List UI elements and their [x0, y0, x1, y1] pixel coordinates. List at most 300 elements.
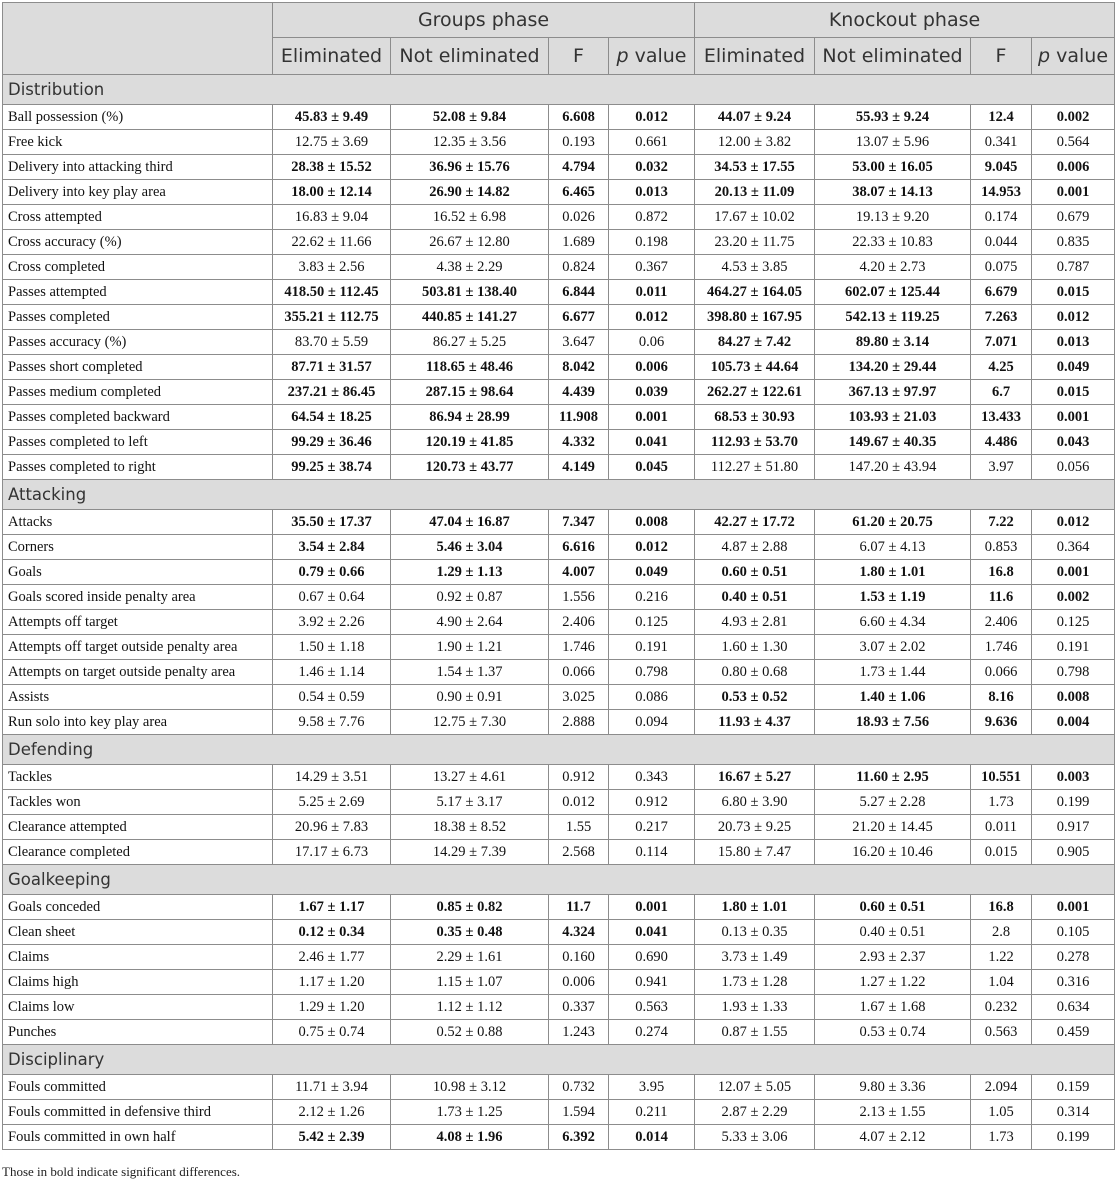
table-cell: 26.67 ± 12.80: [391, 230, 549, 255]
table-cell: 0.13 ± 0.35: [695, 920, 815, 945]
table-row: [3, 1100, 1115, 1125]
table-cell: 0.043: [1032, 430, 1115, 455]
table-cell: 0.041: [609, 920, 695, 945]
table-cell: 3.95: [609, 1075, 695, 1100]
col-header: F: [971, 38, 1032, 75]
table-cell: 86.27 ± 5.25: [391, 330, 549, 355]
table-cell: 1.12 ± 1.12: [391, 995, 549, 1020]
table-cell: 1.689: [549, 230, 609, 255]
table-cell: 87.71 ± 31.57: [273, 355, 391, 380]
row-label: Goals: [3, 560, 273, 585]
table-cell: 0.80 ± 0.68: [695, 660, 815, 685]
table-row: [3, 130, 1115, 155]
table-cell: 0.912: [609, 790, 695, 815]
table-cell: 0.125: [609, 610, 695, 635]
table-cell: 4.87 ± 2.88: [695, 535, 815, 560]
row-label: Attempts on target outside penalty area: [3, 660, 273, 685]
table-cell: 0.67 ± 0.64: [273, 585, 391, 610]
table-cell: 398.80 ± 167.95: [695, 305, 815, 330]
table-row: [3, 230, 1115, 255]
table-cell: 0.52 ± 0.88: [391, 1020, 549, 1045]
table-cell: 0.012: [609, 105, 695, 130]
table-cell: 0.193: [549, 130, 609, 155]
table-cell: 1.73: [971, 790, 1032, 815]
table-row: [3, 280, 1115, 305]
row-label: Passes accuracy (%): [3, 330, 273, 355]
table-cell: 47.04 ± 16.87: [391, 510, 549, 535]
table-cell: 0.316: [1032, 970, 1115, 995]
row-label: Assists: [3, 685, 273, 710]
table-cell: 0.001: [1032, 180, 1115, 205]
table-cell: 0.001: [609, 895, 695, 920]
table-cell: 0.011: [609, 280, 695, 305]
table-cell: 6.60 ± 4.34: [815, 610, 971, 635]
table-cell: 0.008: [1032, 685, 1115, 710]
p-value-word: value: [1056, 45, 1109, 67]
table-cell: 0.159: [1032, 1075, 1115, 1100]
table-cell: 0.679: [1032, 205, 1115, 230]
row-label: Run solo into key play area: [3, 710, 273, 735]
table-cell: 16.8: [971, 895, 1032, 920]
table-cell: 14.29 ± 7.39: [391, 840, 549, 865]
table-cell: 10.98 ± 3.12: [391, 1075, 549, 1100]
table-cell: 2.888: [549, 710, 609, 735]
table-cell: 86.94 ± 28.99: [391, 405, 549, 430]
table-cell: 45.83 ± 9.49: [273, 105, 391, 130]
table-cell: 0.075: [971, 255, 1032, 280]
table-cell: 0.066: [971, 660, 1032, 685]
table-cell: 120.19 ± 41.85: [391, 430, 549, 455]
table-cell: 0.75 ± 0.74: [273, 1020, 391, 1045]
table-cell: 16.67 ± 5.27: [695, 765, 815, 790]
table-cell: 42.27 ± 17.72: [695, 510, 815, 535]
table-cell: 6.616: [549, 535, 609, 560]
table-cell: 0.001: [1032, 405, 1115, 430]
table-cell: 0.54 ± 0.59: [273, 685, 391, 710]
table-cell: 2.094: [971, 1075, 1032, 1100]
table-cell: 0.013: [1032, 330, 1115, 355]
table-cell: 1.746: [549, 635, 609, 660]
table-row: [3, 355, 1115, 380]
table-cell: 28.38 ± 15.52: [273, 155, 391, 180]
section-title: Defending: [3, 735, 1115, 765]
table-cell: 0.094: [609, 710, 695, 735]
row-label: Attempts off target outside penalty area: [3, 635, 273, 660]
table-cell: 6.80 ± 3.90: [695, 790, 815, 815]
table-cell: 0.174: [971, 205, 1032, 230]
row-label: Clearance completed: [3, 840, 273, 865]
table-cell: 0.012: [1032, 305, 1115, 330]
row-label: Claims low: [3, 995, 273, 1020]
table-cell: 0.032: [609, 155, 695, 180]
section-row: [3, 1045, 1115, 1075]
row-label: Cross accuracy (%): [3, 230, 273, 255]
table-row: [3, 635, 1115, 660]
table-row: [3, 895, 1115, 920]
table-cell: 13.27 ± 4.61: [391, 765, 549, 790]
col-header-p-value: [1032, 38, 1115, 75]
table-cell: 5.25 ± 2.69: [273, 790, 391, 815]
table-cell: 1.46 ± 1.14: [273, 660, 391, 685]
row-label: Clearance attempted: [3, 815, 273, 840]
col-header: Not eliminated: [815, 38, 971, 75]
table-cell: 1.93 ± 1.33: [695, 995, 815, 1020]
table-row: [3, 1075, 1115, 1100]
table-cell: 112.27 ± 51.80: [695, 455, 815, 480]
table-cell: 3.83 ± 2.56: [273, 255, 391, 280]
table-cell: 367.13 ± 97.97: [815, 380, 971, 405]
table-cell: 6.677: [549, 305, 609, 330]
section-title: Distribution: [3, 75, 1115, 105]
row-label: Passes completed backward: [3, 405, 273, 430]
row-label: Passes medium completed: [3, 380, 273, 405]
table-cell: 55.93 ± 9.24: [815, 105, 971, 130]
table-cell: 0.337: [549, 995, 609, 1020]
table-cell: 0.79 ± 0.66: [273, 560, 391, 585]
table-row: [3, 330, 1115, 355]
section-title: Disciplinary: [3, 1045, 1115, 1075]
table-cell: 22.62 ± 11.66: [273, 230, 391, 255]
table-cell: 6.7: [971, 380, 1032, 405]
table-cell: 0.014: [609, 1125, 695, 1150]
table-cell: 355.21 ± 112.75: [273, 305, 391, 330]
table-cell: 1.243: [549, 1020, 609, 1045]
table-cell: 0.012: [549, 790, 609, 815]
table-cell: 1.15 ± 1.07: [391, 970, 549, 995]
table-cell: 0.563: [609, 995, 695, 1020]
table-row: [3, 155, 1115, 180]
row-label: Claims: [3, 945, 273, 970]
col-header: Not eliminated: [391, 38, 549, 75]
table-cell: 2.93 ± 2.37: [815, 945, 971, 970]
table-cell: 18.00 ± 12.14: [273, 180, 391, 205]
table-cell: 11.71 ± 3.94: [273, 1075, 391, 1100]
table-cell: 2.568: [549, 840, 609, 865]
table-cell: 1.05: [971, 1100, 1032, 1125]
table-cell: 2.87 ± 2.29: [695, 1100, 815, 1125]
table-cell: 17.17 ± 6.73: [273, 840, 391, 865]
table-cell: 262.27 ± 122.61: [695, 380, 815, 405]
table-cell: 4.38 ± 2.29: [391, 255, 549, 280]
table-cell: 0.314: [1032, 1100, 1115, 1125]
table-cell: 4.93 ± 2.81: [695, 610, 815, 635]
table-cell: 10.551: [971, 765, 1032, 790]
table-cell: 4.20 ± 2.73: [815, 255, 971, 280]
table-cell: 4.324: [549, 920, 609, 945]
footnote: Those in bold indicate significant differences.: [2, 1164, 241, 1179]
table-cell: 3.97: [971, 455, 1032, 480]
section-row: [3, 480, 1115, 510]
table-cell: 4.90 ± 2.64: [391, 610, 549, 635]
row-label: Passes attempted: [3, 280, 273, 305]
table-row: [3, 380, 1115, 405]
table-cell: 4.486: [971, 430, 1032, 455]
table-cell: 0.367: [609, 255, 695, 280]
table-row: [3, 920, 1115, 945]
table-cell: 11.7: [549, 895, 609, 920]
table-row: [3, 510, 1115, 535]
knockout-phase-header: Knockout phase: [695, 3, 1115, 38]
table-cell: 0.012: [609, 535, 695, 560]
table-cell: 8.042: [549, 355, 609, 380]
table-cell: 0.015: [1032, 380, 1115, 405]
table-cell: 12.75 ± 3.69: [273, 130, 391, 155]
col-header: Eliminated: [273, 38, 391, 75]
table-cell: 2.29 ± 1.61: [391, 945, 549, 970]
row-label: Delivery into key play area: [3, 180, 273, 205]
table-cell: 0.12 ± 0.34: [273, 920, 391, 945]
header-corner: [3, 3, 273, 75]
table-cell: 0.35 ± 0.48: [391, 920, 549, 945]
table-cell: 0.001: [1032, 895, 1115, 920]
table-cell: 1.27 ± 1.22: [815, 970, 971, 995]
table-cell: 1.67 ± 1.68: [815, 995, 971, 1020]
table-row: [3, 685, 1115, 710]
table-cell: 287.15 ± 98.64: [391, 380, 549, 405]
table-cell: 1.50 ± 1.18: [273, 635, 391, 660]
table-cell: 464.27 ± 164.05: [695, 280, 815, 305]
table-cell: 1.90 ± 1.21: [391, 635, 549, 660]
table-cell: 4.07 ± 2.12: [815, 1125, 971, 1150]
p-letter: p: [1038, 45, 1051, 67]
table-cell: 0.364: [1032, 535, 1115, 560]
table-cell: 4.25: [971, 355, 1032, 380]
col-header: Eliminated: [695, 38, 815, 75]
table-cell: 0.039: [609, 380, 695, 405]
table-cell: 0.015: [971, 840, 1032, 865]
table-cell: 11.93 ± 4.37: [695, 710, 815, 735]
table-cell: 5.42 ± 2.39: [273, 1125, 391, 1150]
table-cell: 13.433: [971, 405, 1032, 430]
table-row: [3, 305, 1115, 330]
table-cell: 4.007: [549, 560, 609, 585]
table-cell: 0.732: [549, 1075, 609, 1100]
table-cell: 22.33 ± 10.83: [815, 230, 971, 255]
table-cell: 0.198: [609, 230, 695, 255]
table-cell: 2.13 ± 1.55: [815, 1100, 971, 1125]
table-cell: 84.27 ± 7.42: [695, 330, 815, 355]
table-cell: 4.439: [549, 380, 609, 405]
section-title: Goalkeeping: [3, 865, 1115, 895]
table-row: [3, 945, 1115, 970]
row-label: Corners: [3, 535, 273, 560]
table-cell: 6.844: [549, 280, 609, 305]
row-label: Attacks: [3, 510, 273, 535]
table-cell: 16.52 ± 6.98: [391, 205, 549, 230]
p-letter: p: [616, 45, 629, 67]
table-cell: 0.274: [609, 1020, 695, 1045]
table-cell: 0.041: [609, 430, 695, 455]
table-cell: 0.125: [1032, 610, 1115, 635]
table-cell: 6.07 ± 4.13: [815, 535, 971, 560]
table-cell: 16.8: [971, 560, 1032, 585]
table-cell: 38.07 ± 14.13: [815, 180, 971, 205]
table-cell: 0.199: [1032, 790, 1115, 815]
table-cell: 19.13 ± 9.20: [815, 205, 971, 230]
table-cell: 52.08 ± 9.84: [391, 105, 549, 130]
table-cell: 0.798: [609, 660, 695, 685]
row-label: Punches: [3, 1020, 273, 1045]
table-cell: 3.647: [549, 330, 609, 355]
table-cell: 0.049: [609, 560, 695, 585]
table-cell: 2.8: [971, 920, 1032, 945]
table-row: [3, 970, 1115, 995]
table-cell: 0.006: [1032, 155, 1115, 180]
table-cell: 112.93 ± 53.70: [695, 430, 815, 455]
table-cell: 1.29 ± 1.13: [391, 560, 549, 585]
row-label: Ball possession (%): [3, 105, 273, 130]
table-cell: 120.73 ± 43.77: [391, 455, 549, 480]
table-cell: 1.54 ± 1.37: [391, 660, 549, 685]
table-cell: 0.912: [549, 765, 609, 790]
table-cell: 14.29 ± 3.51: [273, 765, 391, 790]
table-cell: 5.17 ± 3.17: [391, 790, 549, 815]
row-label: Fouls committed in own half: [3, 1125, 273, 1150]
table-cell: 20.73 ± 9.25: [695, 815, 815, 840]
table-row: [3, 995, 1115, 1020]
table-cell: 5.27 ± 2.28: [815, 790, 971, 815]
table-cell: 0.012: [1032, 510, 1115, 535]
table-cell: 0.824: [549, 255, 609, 280]
section-row: [3, 735, 1115, 765]
table-cell: 4.149: [549, 455, 609, 480]
table-cell: 16.83 ± 9.04: [273, 205, 391, 230]
table-cell: 418.50 ± 112.45: [273, 280, 391, 305]
row-label: Passes completed: [3, 305, 273, 330]
table-cell: 4.08 ± 1.96: [391, 1125, 549, 1150]
table-cell: 61.20 ± 20.75: [815, 510, 971, 535]
table-cell: 16.20 ± 10.46: [815, 840, 971, 865]
table-row: [3, 1125, 1115, 1150]
table-cell: 99.29 ± 36.46: [273, 430, 391, 455]
table-cell: 0.013: [609, 180, 695, 205]
table-cell: 18.38 ± 8.52: [391, 815, 549, 840]
table-cell: 0.003: [1032, 765, 1115, 790]
table-cell: 0.011: [971, 815, 1032, 840]
table-cell: 1.73: [971, 1125, 1032, 1150]
table-cell: 0.008: [609, 510, 695, 535]
table-cell: 12.4: [971, 105, 1032, 130]
table-cell: 237.21 ± 86.45: [273, 380, 391, 405]
table-cell: 0.001: [609, 405, 695, 430]
table-cell: 9.045: [971, 155, 1032, 180]
table-cell: 5.33 ± 3.06: [695, 1125, 815, 1150]
table-cell: 5.46 ± 3.04: [391, 535, 549, 560]
table-cell: 20.13 ± 11.09: [695, 180, 815, 205]
table-cell: 440.85 ± 141.27: [391, 305, 549, 330]
table-cell: 1.73 ± 1.28: [695, 970, 815, 995]
table-cell: 0.40 ± 0.51: [695, 585, 815, 610]
table-row: [3, 255, 1115, 280]
table-cell: 0.015: [1032, 280, 1115, 305]
table-cell: 6.392: [549, 1125, 609, 1150]
table-cell: 0.661: [609, 130, 695, 155]
table-cell: 1.73 ± 1.44: [815, 660, 971, 685]
table-cell: 542.13 ± 119.25: [815, 305, 971, 330]
table-cell: 1.80 ± 1.01: [815, 560, 971, 585]
section-title: Attacking: [3, 480, 1115, 510]
row-label: Tackles won: [3, 790, 273, 815]
table-row: [3, 610, 1115, 635]
table-cell: 0.049: [1032, 355, 1115, 380]
table-cell: 0.634: [1032, 995, 1115, 1020]
table-cell: 18.93 ± 7.56: [815, 710, 971, 735]
table-cell: 118.65 ± 48.46: [391, 355, 549, 380]
table-cell: 12.00 ± 3.82: [695, 130, 815, 155]
section-row: [3, 75, 1115, 105]
table-cell: 0.086: [609, 685, 695, 710]
table-cell: 0.60 ± 0.51: [695, 560, 815, 585]
table-cell: 44.07 ± 9.24: [695, 105, 815, 130]
table-cell: 7.22: [971, 510, 1032, 535]
table-cell: 1.73 ± 1.25: [391, 1100, 549, 1125]
table-cell: 1.04: [971, 970, 1032, 995]
table-cell: 12.75 ± 7.30: [391, 710, 549, 735]
table-cell: 1.17 ± 1.20: [273, 970, 391, 995]
table-cell: 4.794: [549, 155, 609, 180]
table-cell: 0.563: [971, 1020, 1032, 1045]
table-cell: 3.92 ± 2.26: [273, 610, 391, 635]
table-cell: 2.12 ± 1.26: [273, 1100, 391, 1125]
table-row: [3, 840, 1115, 865]
table-cell: 105.73 ± 44.64: [695, 355, 815, 380]
table-cell: 0.216: [609, 585, 695, 610]
table-cell: 0.872: [609, 205, 695, 230]
table-cell: 0.85 ± 0.82: [391, 895, 549, 920]
table-cell: 149.67 ± 40.35: [815, 430, 971, 455]
table-cell: 0.690: [609, 945, 695, 970]
table-cell: 20.96 ± 7.83: [273, 815, 391, 840]
row-label: Passes completed to left: [3, 430, 273, 455]
table-cell: 35.50 ± 17.37: [273, 510, 391, 535]
table-cell: 0.114: [609, 840, 695, 865]
table-cell: 3.025: [549, 685, 609, 710]
table-cell: 147.20 ± 43.94: [815, 455, 971, 480]
table-cell: 23.20 ± 11.75: [695, 230, 815, 255]
table-cell: 0.045: [609, 455, 695, 480]
row-label: Goals scored inside penalty area: [3, 585, 273, 610]
table-cell: 8.16: [971, 685, 1032, 710]
table-cell: 4.53 ± 3.85: [695, 255, 815, 280]
table-cell: 0.105: [1032, 920, 1115, 945]
table-cell: 0.905: [1032, 840, 1115, 865]
table-cell: 36.96 ± 15.76: [391, 155, 549, 180]
table-cell: 0.87 ± 1.55: [695, 1020, 815, 1045]
table-cell: 3.54 ± 2.84: [273, 535, 391, 560]
table-cell: 0.006: [609, 355, 695, 380]
table-cell: 1.53 ± 1.19: [815, 585, 971, 610]
table-cell: 0.343: [609, 765, 695, 790]
table-cell: 0.564: [1032, 130, 1115, 155]
table-row: [3, 105, 1115, 130]
table-cell: 0.044: [971, 230, 1032, 255]
table-cell: 503.81 ± 138.40: [391, 280, 549, 305]
table-cell: 1.55: [549, 815, 609, 840]
table-cell: 0.941: [609, 970, 695, 995]
table-row: [3, 205, 1115, 230]
table-cell: 34.53 ± 17.55: [695, 155, 815, 180]
table-cell: 1.80 ± 1.01: [695, 895, 815, 920]
row-label: Free kick: [3, 130, 273, 155]
table-cell: 602.07 ± 125.44: [815, 280, 971, 305]
table-cell: 11.908: [549, 405, 609, 430]
table-cell: 1.22: [971, 945, 1032, 970]
table-cell: 0.191: [1032, 635, 1115, 660]
table-cell: 99.25 ± 38.74: [273, 455, 391, 480]
table-row: [3, 710, 1115, 735]
table-cell: 12.07 ± 5.05: [695, 1075, 815, 1100]
row-label: Tackles: [3, 765, 273, 790]
